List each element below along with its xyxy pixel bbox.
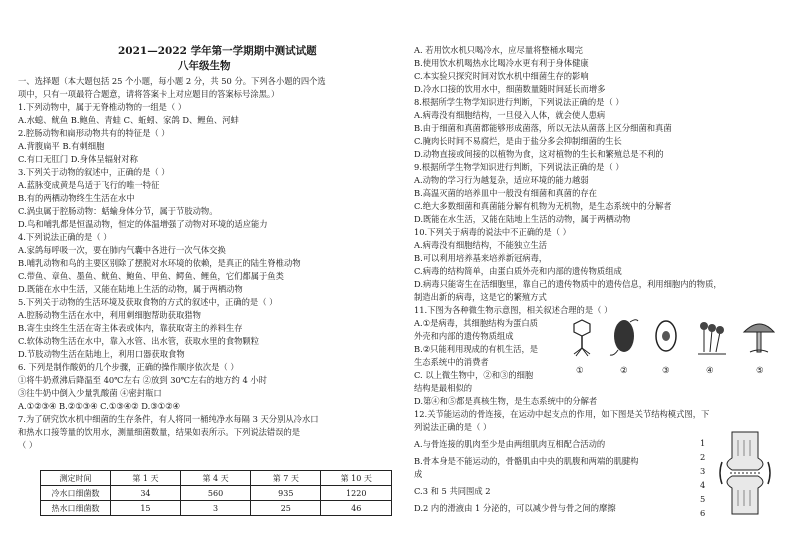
left-line: 5.下列关于动物的生活环境及获取食物的方式的叙述中，正确的是（ ） xyxy=(18,297,278,307)
mold-icon xyxy=(698,322,726,354)
left-line: D.节肢动物生活在陆地上，利用口器获取食物 xyxy=(18,349,185,359)
table-cell: 15 xyxy=(110,501,180,516)
left-line: C.有口无肛门 D.身体呈辐射对称 xyxy=(18,154,138,164)
right-line: D.第④和⑤都是真核生物，是生态系统中的分解者 xyxy=(414,396,598,406)
exam-title: 2021—2022 学年第一学期期中测试试题 xyxy=(118,45,317,57)
joint-label: 4 xyxy=(700,480,706,490)
left-line: 3.下列关于动物的叙述中，正确的是（ ） xyxy=(18,167,170,177)
right-line: D.病毒只能寄生在活细胞里，靠自己的遗传物质中的遗传信息，利用细胞内的物质， xyxy=(414,279,722,289)
table-cell: 34 xyxy=(110,486,180,501)
right-line: A.①是病毒，其细胞结构为蛋白质 xyxy=(414,318,538,328)
right-line: C.病毒的结构简单，由蛋白质外壳和内部的遗传物质组成 xyxy=(414,266,622,276)
bacteria-table xyxy=(40,470,392,516)
right-line: C.腌肉长时间不易腐烂，是由于盐分多会抑制细菌的生长 xyxy=(414,136,622,146)
right-line: B.②只能利用现成的有机生活，是 xyxy=(414,344,539,354)
right-line: 11.下图为各种微生物示意图，相关叙述合理的是（ ） xyxy=(414,305,613,315)
right-line: 8.根据所学生物学知识进行判断，下列说法正确的是（ ） xyxy=(414,97,624,107)
left-line: A.家鸽每呼吸一次，要在肺内气囊中各进行一次气体交换 xyxy=(18,245,226,255)
table-row xyxy=(41,501,392,516)
table-cell: 冷水口细菌数 xyxy=(41,486,111,501)
table-header-cell: 测定时间 xyxy=(41,471,111,486)
right-line: C. 以上微生物中，②和③的细胞 xyxy=(414,370,534,380)
right-line: D.2 内的滑液由 1 分泌的，可以减少骨与骨之间的摩擦 xyxy=(414,503,616,513)
left-line: C.软体动物生活在水中，靠入水管、出水管，获取水里的食物颗粒 xyxy=(18,336,260,346)
right-line: D.冷水口接的饮用水中，细菌数量随时间延长而增多 xyxy=(414,84,606,94)
right-line: 外壳和内部的遗传物质组成 xyxy=(414,331,514,341)
table-cell: 3 xyxy=(180,501,250,516)
left-line: 6. 下列是制作酸奶的几个步骤，正确的操作顺序依次是（ ） xyxy=(18,362,239,372)
right-line: 列说法正确的是（ ） xyxy=(414,422,492,432)
microbe-label: ④ xyxy=(706,365,714,375)
left-line: 项中，只有一项最符合题意，请将答案卡上对应题目的答案标号涂黑。） xyxy=(18,89,280,99)
table-header-cell: 第 1 天 xyxy=(110,471,180,486)
right-line: 结构是最相似的 xyxy=(414,383,473,393)
left-line: C.带鱼、章鱼、墨鱼、鱿鱼、鲍鱼、甲鱼、鳄鱼、鲤鱼，它们都属于鱼类 xyxy=(18,271,284,281)
right-line: D.既能在水生活，又能在陆地上生活的动物，属于两栖动物 xyxy=(414,214,631,224)
microbe-figure xyxy=(564,316,778,364)
left-line: 和热水口接等量的饮用水，测量细菌数量，结果如表所示。下列说法错误的是 xyxy=(18,427,301,437)
right-line: D.动物直接或间接的以植物为食，这对植物的生长和繁殖总是不利的 xyxy=(414,149,664,159)
left-line: D.既能在水中生活，又能在陆地上生活的动物，属于两栖动物 xyxy=(18,284,243,294)
left-line: A.①②③④ B.②①③④ C.①③④② D.③①②④ xyxy=(18,401,180,411)
right-line: C.绝大多数细菌和真菌能分解有机物为无机物，是生态系统中的分解者 xyxy=(414,201,672,211)
joint-label: 2 xyxy=(700,452,706,462)
left-line: C.涡虫属于腔肠动物：蛞蝓身体分节，属于节肢动物。 xyxy=(18,206,218,216)
table-cell: 25 xyxy=(251,501,321,516)
joint-label: 5 xyxy=(700,494,706,504)
right-line: B.骨本身是不能运动的，骨骼肌由中央的肌腹和两端的肌腱构 xyxy=(414,456,639,466)
left-line: B.有的两栖动物终生生活在水中 xyxy=(18,193,135,203)
microbe-label: ① xyxy=(576,365,584,375)
microbe-label: ③ xyxy=(662,365,670,375)
left-line: 7.为了研究饮水机中细菌的生存条件，有人将同一桶纯净水每隔 3 天分别从冷水口 xyxy=(18,414,319,424)
left-line: A.蓝脉变成黄是鸟适于飞行的唯一特征 xyxy=(18,180,160,190)
right-line: C.本实验只探究时间对饮水机中细菌生存的影响 xyxy=(414,71,589,81)
right-line: 制造出新的病毒，这是它的繁殖方式 xyxy=(414,292,547,302)
right-line: B.可以利用培养基来培养新冠病毒， xyxy=(414,253,548,263)
microbe-label: ② xyxy=(620,365,628,375)
table-header-cell: 第 4 天 xyxy=(180,471,250,486)
table-cell: 1220 xyxy=(321,486,392,501)
right-line: A.病毒没有细胞结构，不能独立生活 xyxy=(414,240,548,250)
left-line: 1.下列动物中，属于无脊椎动物的一组是（ ） xyxy=(18,102,187,112)
virus-icon xyxy=(574,320,590,356)
table-cell: 935 xyxy=(251,486,321,501)
table-cell: 560 xyxy=(180,486,250,501)
yeast-icon xyxy=(656,321,676,351)
mushroom-icon xyxy=(744,324,774,352)
left-line: D.鸟和哺乳都是恒温动物，恒定的体温增强了动物对环境的适应能力 xyxy=(18,219,268,229)
right-line: A. 若用饮水机只喝冷水，应尽量将整桶水喝完 xyxy=(414,45,583,55)
left-line: ①将牛奶煮沸后降温至 40℃左右 ②放到 30℃左右的地方约 4 小时 xyxy=(18,375,267,385)
left-line: （ ） xyxy=(18,440,38,450)
table-cell: 46 xyxy=(321,501,392,516)
table-header-cell: 第 7 天 xyxy=(251,471,321,486)
table-row xyxy=(41,486,392,501)
joint-label: 1 xyxy=(700,438,706,448)
left-line: 2.腔肠动物和扁形动物共有的特征是（ ） xyxy=(18,128,170,138)
right-line: B.由于细菌和真菌都能够形成菌落，所以无法从菌落上区分细菌和真菌 xyxy=(414,123,672,133)
left-line: A.腔肠动物生活在水中，利用刺细胞帮助获取猎物 xyxy=(18,310,201,320)
left-line: ③往牛奶中倒入少量乳酸菌 ④密封瓶口 xyxy=(18,388,162,398)
right-line: B.使用饮水机喝热水比喝冷水更有利于身体健康 xyxy=(414,58,589,68)
joint-label: 6 xyxy=(700,508,706,518)
right-line: A.与骨连接的肌肉至少是由两组肌肉互相配合活动的 xyxy=(414,439,606,449)
joint-label: 3 xyxy=(700,466,706,476)
table-header-cell: 第 10 天 xyxy=(321,471,392,486)
left-line: A.背腹扁平 B.有刺细胞 xyxy=(18,141,105,151)
right-line: A.动物的学习行为越复杂，适应环境的能力越弱 xyxy=(414,175,589,185)
right-line: 9.根据所学生物学知识进行判断，下列说法正确的是（ ） xyxy=(414,162,624,172)
right-line: 生态系统中的消费者 xyxy=(414,357,489,367)
right-line: 成 xyxy=(414,469,423,479)
exam-subtitle: 八年级生物 xyxy=(178,60,231,72)
left-line: 一、选择题（本大题包括 25 个小题，每小题 2 分，共 50 分。下列各小题的四个选 xyxy=(18,76,326,86)
left-line: 4.下列说法正确的是（ ） xyxy=(18,232,112,242)
right-line: 10.下列关于病毒的说法中不正确的是（ ） xyxy=(414,227,571,237)
left-line: B.寄生虫终生生活在寄主体表或体内，靠获取寄主的养料生存 xyxy=(18,323,243,333)
microbe-label: ⑤ xyxy=(756,365,764,375)
right-line: B.高温灭菌的培养皿中一般没有细菌和真菌的存在 xyxy=(414,188,597,198)
joint-diagram xyxy=(710,430,780,516)
bacterium-icon xyxy=(610,320,638,355)
table-cell: 热水口细菌数 xyxy=(41,501,111,516)
left-line: A.水螅、鱿鱼 B.鲍鱼、青蛙 C、蚯蚓、家鸽 D、鲤鱼、河蚌 xyxy=(18,115,239,125)
left-line: B.哺乳动物和鸟的主要区别除了摆脱对水环境的依赖，是真正的陆生脊椎动物 xyxy=(18,258,301,268)
table-header-row xyxy=(41,471,392,486)
right-line: 12.关节能运动的骨连接，在运动中起支点的作用，如下图是关节结构模式图，下 xyxy=(414,409,710,419)
right-line: C.3 和 5 共同围成 2 xyxy=(414,486,491,496)
right-line: A.病毒没有细胞结构，一旦侵入人体，就会使人患病 xyxy=(414,110,606,120)
